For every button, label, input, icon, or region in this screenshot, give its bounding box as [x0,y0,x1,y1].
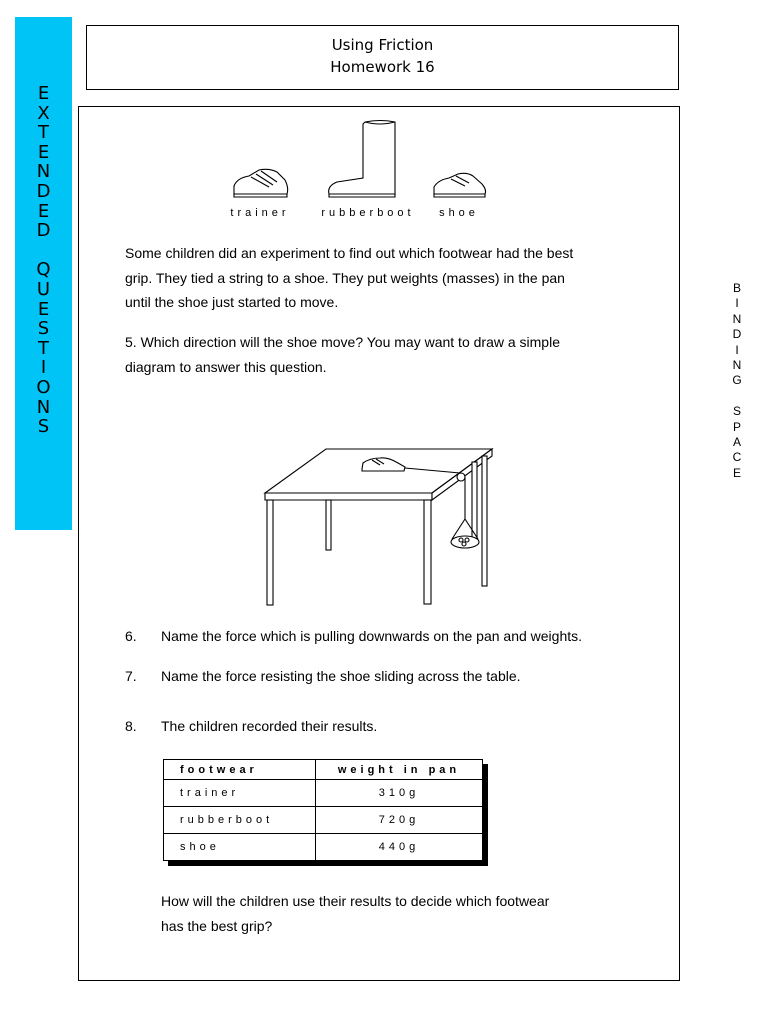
banner-letter: U [36,278,51,300]
results-table [163,759,483,861]
closing-question-line-1: How will the children use their results to decide which footwear [161,893,550,909]
banner-letter: I [40,357,47,379]
binding-letter: A [732,434,741,449]
banner-letter: E [37,298,50,320]
binding-letter: E [732,465,741,480]
trainer-icon [234,169,288,197]
cell-weight: 440g [316,834,483,861]
header-footwear: footwear [164,760,316,780]
binding-letter: N [732,311,742,326]
cell-footwear: trainer [164,780,316,807]
banner-letter: E [37,83,50,104]
question-8-text: The children recorded their results. [161,718,378,734]
table-experiment-diagram [262,444,494,608]
banner-letter: E [37,141,50,163]
cell-footwear: shoe [164,834,316,861]
side-banner-text [15,84,72,437]
banner-letter: X [37,102,50,124]
question-5-line-1: 5. Which direction will the shoe move? You may want to draw a simple [125,334,560,350]
banner-letter: E [37,200,50,222]
question-5-line-2: diagram to answer this question. [125,359,327,375]
banner-letter: N [36,161,51,183]
binding-letter: P [732,419,741,434]
intro-line-3: until the shoe just started to move. [125,294,339,310]
question-6-number: 6. [125,628,137,644]
rubber-boot-icon [329,121,395,198]
cell-footwear: rubberboot [164,807,316,834]
banner-letter: N [36,396,51,418]
question-8-number: 8. [125,718,137,734]
banner-letter [15,241,72,261]
table-row [164,834,483,861]
intro-line-1: Some children did an experiment to find out which footwear had the best [125,245,574,261]
binding-letter: G [732,373,742,388]
cell-weight: 310g [316,780,483,807]
question-7-text: Name the force resisting the shoe sliding across the table. [161,668,521,684]
binding-letter: I [735,342,739,357]
banner-letter: D [36,220,51,242]
banner-letter: T [38,337,49,359]
title-box [86,25,679,90]
table-header-row [164,760,483,780]
shoe-icon [434,173,486,197]
banner-letter: D [36,180,51,202]
binding-letter: B [732,281,741,295]
page-title: Using Friction [331,36,434,54]
binding-letter: D [732,327,742,342]
cell-weight: 720g [316,807,483,834]
footwear-illustrations [225,112,500,207]
binding-letter: S [732,404,741,419]
label-trainer: trainer [230,207,290,219]
binding-letter: C [732,450,742,465]
banner-letter: S [37,318,50,340]
label-shoe: shoe [439,207,479,219]
binding-letter [728,389,746,404]
question-6-text: Name the force which is pulling downwards on the pan and weights. [161,628,583,644]
closing-question-line-2: has the best grip? [161,918,273,934]
banner-letter: S [37,416,50,438]
binding-space-text [728,281,746,481]
binding-letter: N [732,357,742,372]
banner-letter: T [38,122,49,144]
table-row [164,780,483,807]
page-subtitle: Homework 16 [330,58,435,76]
header-weight: weight in pan [316,760,483,780]
intro-line-2: grip. They tied a string to a shoe. They put weights (masses) in the pan [125,270,565,286]
table-row [164,807,483,834]
banner-letter: Q [36,259,51,281]
label-rubberboot: rubberboot [321,207,415,219]
question-7-number: 7. [125,668,137,684]
banner-letter: O [36,376,51,398]
binding-letter: I [735,296,739,311]
